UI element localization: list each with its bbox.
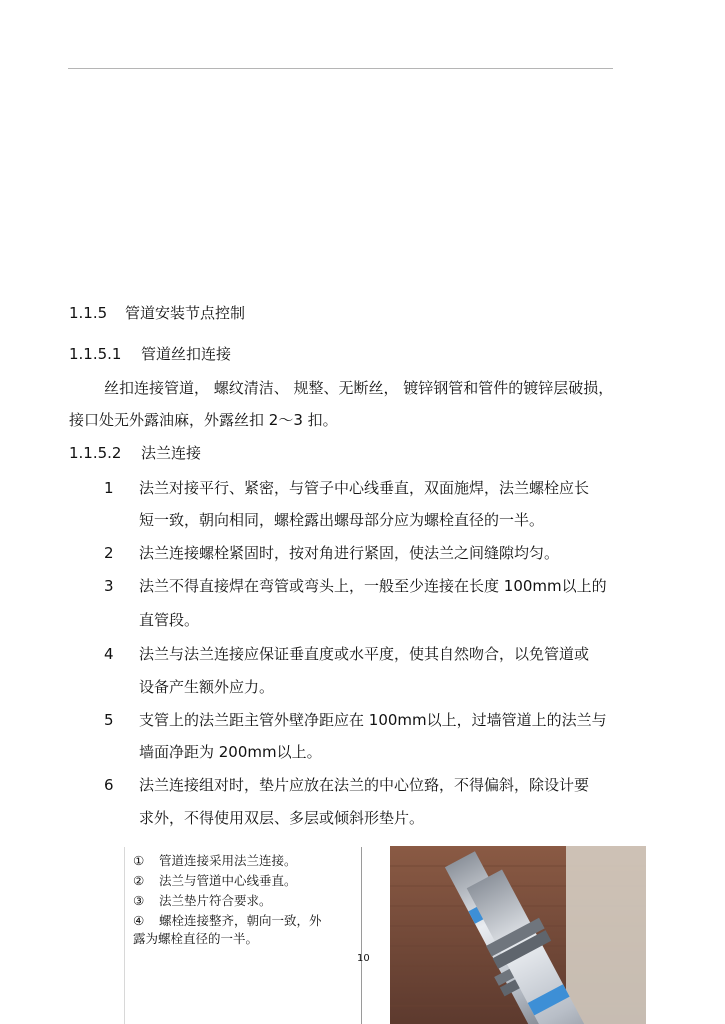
list-item-text: 法兰连接螺栓紧固时，按对角进行紧固，使法兰之间缝隙均匀。 [139,544,560,562]
flanged-pipe-photo [386,846,646,1024]
list-item-text: 直管段。 [139,611,200,629]
callout-line: ① 管道连接采用法兰连接。 [133,853,297,868]
subsection-title: 管道丝扣连接 [141,345,232,363]
list-item-number: 2 [104,544,114,562]
list-item-text: 法兰连接组对时，垫片应放在法兰的中心位臵，不得偏斜，除设计要 [139,776,590,794]
callout-line: ② 法兰与管道中心线垂直。 [133,873,297,888]
list-item-text: 短一致，朝向相同，螺栓露出螺母部分应为螺栓直径的一半。 [139,511,545,529]
list-item-text: 设备产生额外应力。 [139,678,275,696]
callout-box [124,847,362,1024]
page-number: 10 [357,953,370,964]
list-item-text: 求外，不得使用双层、多层或倾斜形垫片。 [139,809,425,827]
subsection-number: 1.1.5.1 [69,345,122,363]
subsection-number: 1.1.5.2 [69,444,122,462]
list-item-text: 支管上的法兰距主管外壁净距应在 100mm以上，过墙管道上的法兰与 [139,711,607,729]
list-item-number: 1 [104,479,114,497]
section-number: 1.1.5 [69,304,108,322]
list-item-text: 法兰与法兰连接应保证垂直度或水平度，使其自然吻合，以免管道或 [139,645,590,663]
callout-line: ③ 法兰垫片符合要求。 [133,893,272,908]
subsection-title: 法兰连接 [141,444,202,462]
paragraph-line: 接口处无外露油麻，外露丝扣 2～3 扣。 [69,411,338,429]
callout-line: ④ 螺栓连接整齐，朝向一致，外 [133,913,322,928]
list-item-text: 墙面净距为 200mm以上。 [139,743,322,761]
list-item-text: 法兰对接平行、紧密，与管子中心线垂直，双面施焊，法兰螺栓应长 [139,479,590,497]
section-title: 管道安装节点控制 [125,304,246,322]
list-item-number: 3 [104,577,114,595]
callout-line: 露为螺栓直径的一半。 [133,931,259,946]
list-item-number: 4 [104,645,114,663]
list-item-number: 5 [104,711,114,729]
paragraph-line: 丝扣连接管道， 螺纹清洁、 规整、无断丝， 镀锌钢管和管件的镀锌层破损， [104,379,614,397]
list-item-text: 法兰不得直接焊在弯管或弯头上，一般至少连接在长度 100mm以上的 [139,577,607,595]
list-item-number: 6 [104,776,114,794]
header-rule [68,68,613,69]
